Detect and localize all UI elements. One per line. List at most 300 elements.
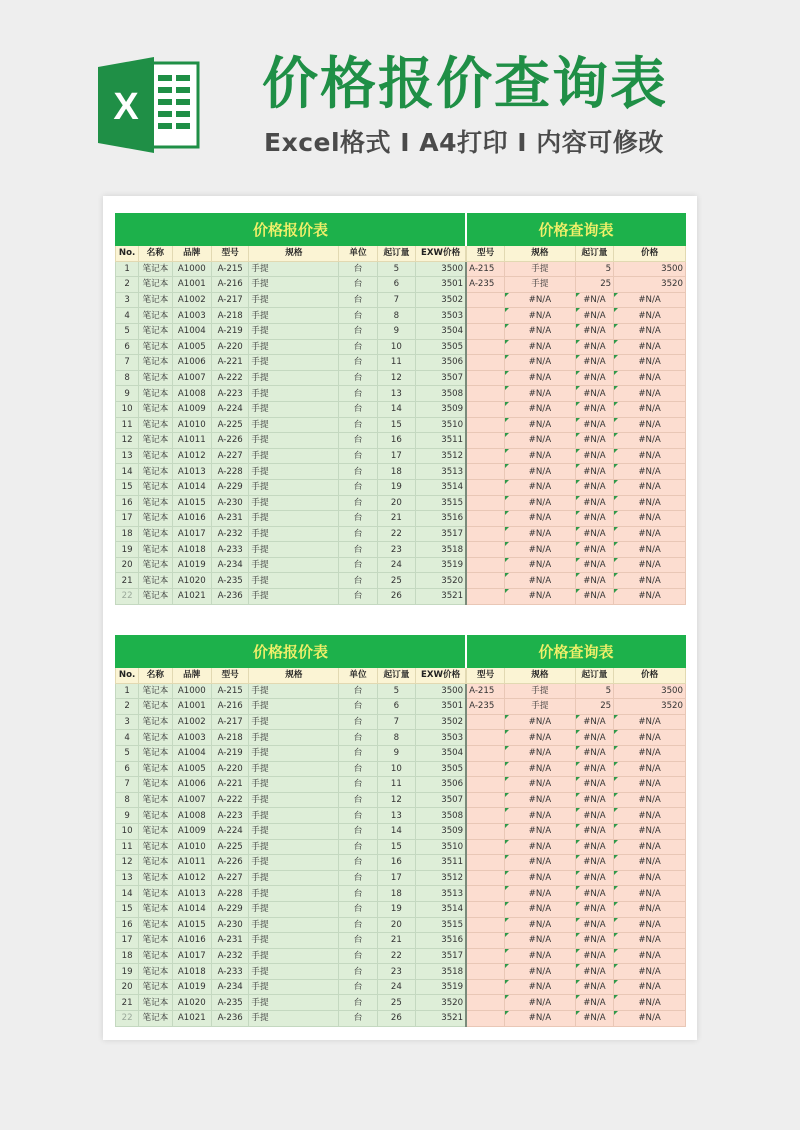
lookup-cell[interactable]: #N/A bbox=[614, 557, 686, 573]
quote-cell[interactable]: 23 bbox=[377, 964, 415, 980]
column-header[interactable]: 起订量 bbox=[575, 246, 613, 262]
quote-cell[interactable]: 19 bbox=[116, 964, 139, 980]
lookup-cell[interactable]: #N/A bbox=[614, 870, 686, 886]
lookup-cell[interactable]: #N/A bbox=[575, 855, 613, 871]
lookup-cell[interactable]: 手提 bbox=[505, 277, 576, 293]
quote-cell[interactable]: A-232 bbox=[211, 526, 248, 542]
lookup-cell[interactable]: #N/A bbox=[575, 917, 613, 933]
quote-cell[interactable]: A1002 bbox=[172, 714, 211, 730]
quote-cell[interactable]: A1017 bbox=[172, 526, 211, 542]
quote-cell[interactable]: 12 bbox=[116, 433, 139, 449]
quote-cell[interactable]: A1004 bbox=[172, 745, 211, 761]
quote-cell[interactable]: 9 bbox=[377, 323, 415, 339]
lookup-cell[interactable]: #N/A bbox=[505, 526, 576, 542]
quote-cell[interactable]: 手提 bbox=[249, 401, 339, 417]
quote-cell[interactable]: 笔记本 bbox=[139, 495, 172, 511]
lookup-cell[interactable]: #N/A bbox=[505, 761, 576, 777]
quote-cell[interactable]: 20 bbox=[377, 495, 415, 511]
lookup-cell[interactable]: #N/A bbox=[575, 792, 613, 808]
lookup-cell[interactable]: #N/A bbox=[575, 745, 613, 761]
quote-cell[interactable]: A-222 bbox=[211, 370, 248, 386]
quote-cell[interactable]: A1021 bbox=[172, 589, 211, 605]
lookup-cell[interactable]: #N/A bbox=[575, 964, 613, 980]
column-header[interactable]: EXW价格 bbox=[416, 668, 467, 684]
quote-cell[interactable]: 台 bbox=[339, 917, 377, 933]
lookup-cell[interactable]: 手提 bbox=[505, 699, 576, 715]
quote-cell[interactable]: A1016 bbox=[172, 933, 211, 949]
lookup-cell[interactable]: #N/A bbox=[505, 792, 576, 808]
quote-cell[interactable]: 手提 bbox=[249, 933, 339, 949]
quote-cell[interactable]: 笔记本 bbox=[139, 448, 172, 464]
quote-cell[interactable]: 台 bbox=[339, 323, 377, 339]
quote-cell[interactable]: 笔记本 bbox=[139, 292, 172, 308]
lookup-cell[interactable]: #N/A bbox=[614, 589, 686, 605]
quote-cell[interactable]: A1013 bbox=[172, 886, 211, 902]
quote-cell[interactable]: 台 bbox=[339, 370, 377, 386]
lookup-cell[interactable]: #N/A bbox=[575, 495, 613, 511]
quote-cell[interactable]: 17 bbox=[116, 511, 139, 527]
lookup-cell[interactable]: #N/A bbox=[575, 526, 613, 542]
lookup-cell[interactable]: #N/A bbox=[505, 542, 576, 558]
quote-cell[interactable]: A-230 bbox=[211, 495, 248, 511]
quote-cell[interactable]: A1001 bbox=[172, 699, 211, 715]
quote-cell[interactable]: 手提 bbox=[249, 386, 339, 402]
quote-cell[interactable]: 手提 bbox=[249, 417, 339, 433]
column-header[interactable]: 规格 bbox=[505, 668, 576, 684]
quote-cell[interactable]: 3514 bbox=[416, 479, 467, 495]
quote-cell[interactable]: 手提 bbox=[249, 261, 339, 277]
quote-cell[interactable]: 3503 bbox=[416, 308, 467, 324]
column-header[interactable]: No. bbox=[116, 246, 139, 262]
quote-cell[interactable]: 3513 bbox=[416, 464, 467, 480]
quote-cell[interactable]: A-216 bbox=[211, 277, 248, 293]
lookup-cell[interactable]: #N/A bbox=[614, 542, 686, 558]
lookup-cell[interactable]: #N/A bbox=[575, 370, 613, 386]
quote-cell[interactable]: 笔记本 bbox=[139, 511, 172, 527]
quote-cell[interactable]: 手提 bbox=[249, 979, 339, 995]
lookup-cell[interactable]: #N/A bbox=[614, 777, 686, 793]
lookup-cell[interactable]: #N/A bbox=[505, 464, 576, 480]
quote-cell[interactable]: A1003 bbox=[172, 308, 211, 324]
lookup-cell[interactable]: #N/A bbox=[505, 589, 576, 605]
quote-cell[interactable]: A1004 bbox=[172, 323, 211, 339]
quote-cell[interactable]: 手提 bbox=[249, 964, 339, 980]
quote-cell[interactable]: 25 bbox=[377, 573, 415, 589]
quote-cell[interactable]: 笔记本 bbox=[139, 933, 172, 949]
lookup-cell[interactable]: #N/A bbox=[505, 901, 576, 917]
quote-cell[interactable]: 手提 bbox=[249, 355, 339, 371]
lookup-cell[interactable]: #N/A bbox=[614, 855, 686, 871]
quote-cell[interactable]: A1016 bbox=[172, 511, 211, 527]
quote-cell[interactable]: 手提 bbox=[249, 589, 339, 605]
lookup-cell[interactable] bbox=[466, 433, 504, 449]
quote-cell[interactable]: 台 bbox=[339, 777, 377, 793]
lookup-cell[interactable]: #N/A bbox=[614, 511, 686, 527]
quote-cell[interactable]: 台 bbox=[339, 526, 377, 542]
quote-cell[interactable]: 手提 bbox=[249, 917, 339, 933]
quote-cell[interactable]: 3511 bbox=[416, 855, 467, 871]
column-header[interactable]: No. bbox=[116, 668, 139, 684]
lookup-cell[interactable]: #N/A bbox=[505, 557, 576, 573]
lookup-cell[interactable]: #N/A bbox=[614, 730, 686, 746]
quote-cell[interactable]: 台 bbox=[339, 479, 377, 495]
lookup-cell[interactable]: #N/A bbox=[505, 964, 576, 980]
lookup-cell[interactable]: #N/A bbox=[575, 292, 613, 308]
quote-cell[interactable]: 3503 bbox=[416, 730, 467, 746]
quote-cell[interactable]: 18 bbox=[116, 948, 139, 964]
lookup-cell[interactable]: #N/A bbox=[575, 886, 613, 902]
quote-cell[interactable]: 台 bbox=[339, 401, 377, 417]
lookup-cell[interactable]: 3500 bbox=[614, 261, 686, 277]
quote-cell[interactable]: 笔记本 bbox=[139, 948, 172, 964]
quote-cell[interactable]: 笔记本 bbox=[139, 386, 172, 402]
column-header[interactable]: 规格 bbox=[249, 668, 339, 684]
quote-cell[interactable]: A-218 bbox=[211, 308, 248, 324]
quote-cell[interactable]: 3500 bbox=[416, 683, 467, 699]
quote-cell[interactable]: 20 bbox=[116, 979, 139, 995]
lookup-cell[interactable]: 手提 bbox=[505, 261, 576, 277]
quote-cell[interactable]: 14 bbox=[377, 823, 415, 839]
lookup-cell[interactable]: #N/A bbox=[575, 730, 613, 746]
lookup-cell[interactable]: 25 bbox=[575, 699, 613, 715]
quote-cell[interactable]: 10 bbox=[377, 339, 415, 355]
quote-cell[interactable]: A1006 bbox=[172, 355, 211, 371]
lookup-cell[interactable]: #N/A bbox=[614, 995, 686, 1011]
quote-cell[interactable]: 4 bbox=[116, 308, 139, 324]
lookup-cell[interactable]: #N/A bbox=[575, 511, 613, 527]
lookup-cell[interactable] bbox=[466, 511, 504, 527]
lookup-cell[interactable]: A-235 bbox=[466, 277, 504, 293]
quote-cell[interactable]: 台 bbox=[339, 933, 377, 949]
lookup-cell[interactable] bbox=[466, 730, 504, 746]
quote-cell[interactable]: 手提 bbox=[249, 870, 339, 886]
quote-cell[interactable]: 笔记本 bbox=[139, 964, 172, 980]
quote-cell[interactable]: 笔记本 bbox=[139, 995, 172, 1011]
lookup-cell[interactable] bbox=[466, 823, 504, 839]
quote-cell[interactable]: A-234 bbox=[211, 557, 248, 573]
lookup-cell[interactable]: #N/A bbox=[505, 292, 576, 308]
column-header[interactable]: 品牌 bbox=[172, 668, 211, 684]
quote-cell[interactable]: 3507 bbox=[416, 370, 467, 386]
quote-cell[interactable]: 笔记本 bbox=[139, 261, 172, 277]
quote-cell[interactable]: 笔记本 bbox=[139, 714, 172, 730]
quote-cell[interactable]: A-234 bbox=[211, 979, 248, 995]
lookup-cell[interactable]: A-215 bbox=[466, 261, 504, 277]
quote-cell[interactable]: 手提 bbox=[249, 370, 339, 386]
quote-cell[interactable]: 10 bbox=[377, 761, 415, 777]
quote-cell[interactable]: 18 bbox=[116, 526, 139, 542]
quote-cell[interactable]: 手提 bbox=[249, 448, 339, 464]
lookup-cell[interactable]: 3500 bbox=[614, 683, 686, 699]
lookup-cell[interactable] bbox=[466, 448, 504, 464]
lookup-cell[interactable]: #N/A bbox=[505, 823, 576, 839]
quote-cell[interactable]: A1010 bbox=[172, 839, 211, 855]
quote-cell[interactable]: 22 bbox=[377, 948, 415, 964]
lookup-cell[interactable]: #N/A bbox=[505, 417, 576, 433]
lookup-cell[interactable]: #N/A bbox=[614, 448, 686, 464]
lookup-cell[interactable]: #N/A bbox=[614, 933, 686, 949]
quote-cell[interactable]: 11 bbox=[377, 777, 415, 793]
lookup-cell[interactable]: #N/A bbox=[614, 526, 686, 542]
lookup-cell[interactable]: #N/A bbox=[505, 855, 576, 871]
quote-cell[interactable]: 3514 bbox=[416, 901, 467, 917]
lookup-cell[interactable]: #N/A bbox=[614, 495, 686, 511]
lookup-cell[interactable]: #N/A bbox=[505, 433, 576, 449]
lookup-cell[interactable]: #N/A bbox=[575, 339, 613, 355]
quote-cell[interactable]: 手提 bbox=[249, 479, 339, 495]
lookup-cell[interactable]: 3520 bbox=[614, 277, 686, 293]
lookup-cell[interactable]: #N/A bbox=[575, 573, 613, 589]
quote-cell[interactable]: 13 bbox=[377, 386, 415, 402]
quote-cell[interactable]: 台 bbox=[339, 339, 377, 355]
quote-cell[interactable]: 台 bbox=[339, 808, 377, 824]
lookup-cell[interactable]: #N/A bbox=[575, 808, 613, 824]
quote-cell[interactable]: A1008 bbox=[172, 808, 211, 824]
lookup-cell[interactable]: #N/A bbox=[614, 308, 686, 324]
quote-cell[interactable]: 13 bbox=[116, 870, 139, 886]
quote-cell[interactable]: 手提 bbox=[249, 573, 339, 589]
quote-cell[interactable]: 3506 bbox=[416, 355, 467, 371]
lookup-cell[interactable] bbox=[466, 886, 504, 902]
lookup-cell[interactable] bbox=[466, 355, 504, 371]
quote-cell[interactable]: 台 bbox=[339, 557, 377, 573]
quote-cell[interactable]: 笔记本 bbox=[139, 870, 172, 886]
quote-cell[interactable]: 3515 bbox=[416, 917, 467, 933]
lookup-cell[interactable]: #N/A bbox=[614, 823, 686, 839]
lookup-cell[interactable]: #N/A bbox=[575, 933, 613, 949]
quote-cell[interactable]: 笔记本 bbox=[139, 699, 172, 715]
column-header[interactable]: 价格 bbox=[614, 246, 686, 262]
quote-cell[interactable]: 台 bbox=[339, 292, 377, 308]
quote-cell[interactable]: 9 bbox=[377, 745, 415, 761]
lookup-cell[interactable]: #N/A bbox=[575, 714, 613, 730]
quote-cell[interactable]: A-221 bbox=[211, 777, 248, 793]
lookup-cell[interactable]: 5 bbox=[575, 261, 613, 277]
lookup-cell[interactable]: #N/A bbox=[505, 886, 576, 902]
quote-cell[interactable]: A-228 bbox=[211, 886, 248, 902]
lookup-cell[interactable]: #N/A bbox=[575, 948, 613, 964]
lookup-cell[interactable] bbox=[466, 370, 504, 386]
quote-cell[interactable]: 笔记本 bbox=[139, 417, 172, 433]
quote-cell[interactable]: 笔记本 bbox=[139, 855, 172, 871]
lookup-cell[interactable]: #N/A bbox=[575, 401, 613, 417]
quote-cell[interactable]: A-224 bbox=[211, 823, 248, 839]
quote-cell[interactable]: 19 bbox=[377, 901, 415, 917]
lookup-cell[interactable]: #N/A bbox=[505, 401, 576, 417]
quote-cell[interactable]: 15 bbox=[116, 479, 139, 495]
lookup-cell[interactable]: #N/A bbox=[575, 355, 613, 371]
quote-cell[interactable]: 3520 bbox=[416, 995, 467, 1011]
quote-cell[interactable]: 手提 bbox=[249, 792, 339, 808]
quote-cell[interactable]: 台 bbox=[339, 699, 377, 715]
quote-cell[interactable]: 笔记本 bbox=[139, 792, 172, 808]
lookup-cell[interactable]: #N/A bbox=[505, 808, 576, 824]
quote-cell[interactable]: 笔记本 bbox=[139, 339, 172, 355]
quote-cell[interactable]: A-226 bbox=[211, 433, 248, 449]
lookup-cell[interactable]: #N/A bbox=[614, 917, 686, 933]
quote-cell[interactable]: 2 bbox=[116, 277, 139, 293]
lookup-cell[interactable] bbox=[466, 401, 504, 417]
lookup-cell[interactable]: #N/A bbox=[614, 839, 686, 855]
quote-cell[interactable]: 3502 bbox=[416, 714, 467, 730]
quote-cell[interactable]: 手提 bbox=[249, 808, 339, 824]
quote-cell[interactable]: 手提 bbox=[249, 886, 339, 902]
quote-cell[interactable]: A-235 bbox=[211, 995, 248, 1011]
quote-cell[interactable]: A-222 bbox=[211, 792, 248, 808]
quote-cell[interactable]: 台 bbox=[339, 870, 377, 886]
lookup-cell[interactable]: #N/A bbox=[614, 323, 686, 339]
lookup-cell[interactable]: #N/A bbox=[614, 901, 686, 917]
quote-cell[interactable]: A1018 bbox=[172, 964, 211, 980]
quote-cell[interactable]: 台 bbox=[339, 277, 377, 293]
quote-cell[interactable]: 3501 bbox=[416, 277, 467, 293]
lookup-cell[interactable]: #N/A bbox=[505, 308, 576, 324]
quote-cell[interactable]: A-215 bbox=[211, 261, 248, 277]
quote-cell[interactable]: 8 bbox=[116, 792, 139, 808]
lookup-cell[interactable]: #N/A bbox=[614, 292, 686, 308]
quote-cell[interactable]: 20 bbox=[377, 917, 415, 933]
quote-cell[interactable]: 15 bbox=[377, 839, 415, 855]
quote-cell[interactable]: 23 bbox=[377, 542, 415, 558]
lookup-cell[interactable]: #N/A bbox=[575, 589, 613, 605]
lookup-cell[interactable]: #N/A bbox=[505, 995, 576, 1011]
lookup-cell[interactable]: #N/A bbox=[575, 1011, 613, 1027]
quote-cell[interactable]: A-236 bbox=[211, 1011, 248, 1027]
quote-cell[interactable]: 3505 bbox=[416, 761, 467, 777]
quote-cell[interactable]: 手提 bbox=[249, 730, 339, 746]
quote-cell[interactable]: 14 bbox=[377, 401, 415, 417]
quote-cell[interactable]: A1008 bbox=[172, 386, 211, 402]
lookup-cell[interactable]: #N/A bbox=[505, 355, 576, 371]
quote-cell[interactable]: 17 bbox=[116, 933, 139, 949]
quote-cell[interactable]: A-217 bbox=[211, 292, 248, 308]
quote-cell[interactable]: 笔记本 bbox=[139, 370, 172, 386]
lookup-cell[interactable]: #N/A bbox=[505, 1011, 576, 1027]
quote-cell[interactable]: 3504 bbox=[416, 323, 467, 339]
quote-cell[interactable]: 13 bbox=[377, 808, 415, 824]
quote-cell[interactable]: 笔记本 bbox=[139, 589, 172, 605]
quote-cell[interactable]: A-227 bbox=[211, 870, 248, 886]
quote-cell[interactable]: 手提 bbox=[249, 511, 339, 527]
lookup-cell[interactable]: #N/A bbox=[614, 573, 686, 589]
lookup-cell[interactable]: #N/A bbox=[505, 839, 576, 855]
lookup-cell[interactable] bbox=[466, 292, 504, 308]
quote-cell[interactable]: 3521 bbox=[416, 1011, 467, 1027]
lookup-cell[interactable] bbox=[466, 323, 504, 339]
quote-cell[interactable]: A-219 bbox=[211, 323, 248, 339]
quote-cell[interactable]: 笔记本 bbox=[139, 464, 172, 480]
quote-cell[interactable]: 3506 bbox=[416, 777, 467, 793]
quote-cell[interactable]: 台 bbox=[339, 683, 377, 699]
lookup-cell[interactable] bbox=[466, 308, 504, 324]
quote-cell[interactable]: 3510 bbox=[416, 839, 467, 855]
quote-cell[interactable]: 6 bbox=[116, 761, 139, 777]
quote-cell[interactable]: 7 bbox=[377, 714, 415, 730]
lookup-cell[interactable]: #N/A bbox=[575, 386, 613, 402]
quote-cell[interactable]: 手提 bbox=[249, 433, 339, 449]
quote-cell[interactable]: 笔记本 bbox=[139, 308, 172, 324]
lookup-cell[interactable]: #N/A bbox=[505, 777, 576, 793]
quote-cell[interactable]: 笔记本 bbox=[139, 683, 172, 699]
column-header[interactable]: 型号 bbox=[211, 668, 248, 684]
lookup-cell[interactable] bbox=[466, 714, 504, 730]
quote-cell[interactable]: 手提 bbox=[249, 683, 339, 699]
quote-cell[interactable]: 手提 bbox=[249, 901, 339, 917]
column-header[interactable]: 起订量 bbox=[377, 246, 415, 262]
quote-cell[interactable]: A-235 bbox=[211, 573, 248, 589]
quote-cell[interactable]: 台 bbox=[339, 839, 377, 855]
lookup-cell[interactable]: #N/A bbox=[505, 714, 576, 730]
quote-cell[interactable]: 15 bbox=[116, 901, 139, 917]
quote-cell[interactable]: 笔记本 bbox=[139, 526, 172, 542]
quote-cell[interactable]: 台 bbox=[339, 886, 377, 902]
lookup-cell[interactable]: #N/A bbox=[614, 339, 686, 355]
quote-cell[interactable]: 3 bbox=[116, 714, 139, 730]
lookup-cell[interactable] bbox=[466, 761, 504, 777]
quote-cell[interactable]: A-220 bbox=[211, 761, 248, 777]
quote-cell[interactable]: 21 bbox=[377, 511, 415, 527]
lookup-cell[interactable] bbox=[466, 589, 504, 605]
column-header[interactable]: 名称 bbox=[139, 246, 172, 262]
quote-cell[interactable]: 17 bbox=[377, 448, 415, 464]
quote-cell[interactable]: A1015 bbox=[172, 917, 211, 933]
lookup-cell[interactable]: A-215 bbox=[466, 683, 504, 699]
quote-cell[interactable]: 笔记本 bbox=[139, 433, 172, 449]
lookup-cell[interactable] bbox=[466, 557, 504, 573]
quote-cell[interactable]: 19 bbox=[377, 479, 415, 495]
quote-cell[interactable]: 1 bbox=[116, 683, 139, 699]
quote-cell[interactable]: 13 bbox=[116, 448, 139, 464]
quote-cell[interactable]: 8 bbox=[377, 308, 415, 324]
column-header[interactable]: 规格 bbox=[249, 246, 339, 262]
lookup-cell[interactable] bbox=[466, 495, 504, 511]
quote-cell[interactable]: 5 bbox=[377, 683, 415, 699]
quote-cell[interactable]: 3505 bbox=[416, 339, 467, 355]
quote-cell[interactable]: 9 bbox=[116, 808, 139, 824]
quote-cell[interactable]: 11 bbox=[116, 417, 139, 433]
quote-cell[interactable]: A1018 bbox=[172, 542, 211, 558]
quote-cell[interactable]: 3519 bbox=[416, 979, 467, 995]
column-header[interactable]: 起订量 bbox=[377, 668, 415, 684]
quote-cell[interactable]: A1019 bbox=[172, 979, 211, 995]
lookup-cell[interactable] bbox=[466, 417, 504, 433]
quote-cell[interactable]: 6 bbox=[377, 699, 415, 715]
column-header[interactable]: 价格 bbox=[614, 668, 686, 684]
quote-cell[interactable]: 5 bbox=[116, 745, 139, 761]
lookup-cell[interactable]: #N/A bbox=[505, 323, 576, 339]
lookup-cell[interactable]: #N/A bbox=[575, 823, 613, 839]
quote-cell[interactable]: 台 bbox=[339, 589, 377, 605]
quote-cell[interactable]: 15 bbox=[377, 417, 415, 433]
quote-cell[interactable]: 手提 bbox=[249, 777, 339, 793]
lookup-cell[interactable] bbox=[466, 792, 504, 808]
quote-cell[interactable]: 7 bbox=[377, 292, 415, 308]
quote-cell[interactable]: 24 bbox=[377, 557, 415, 573]
lookup-cell[interactable]: #N/A bbox=[614, 948, 686, 964]
lookup-cell[interactable]: 手提 bbox=[505, 683, 576, 699]
quote-cell[interactable]: 笔记本 bbox=[139, 557, 172, 573]
lookup-cell[interactable]: 3520 bbox=[614, 699, 686, 715]
quote-cell[interactable]: 10 bbox=[116, 401, 139, 417]
lookup-cell[interactable]: #N/A bbox=[575, 557, 613, 573]
quote-cell[interactable]: A1011 bbox=[172, 855, 211, 871]
quote-cell[interactable]: 5 bbox=[116, 323, 139, 339]
quote-cell[interactable]: 14 bbox=[116, 464, 139, 480]
quote-cell[interactable]: A1009 bbox=[172, 401, 211, 417]
lookup-cell[interactable]: #N/A bbox=[575, 901, 613, 917]
quote-cell[interactable]: 5 bbox=[377, 261, 415, 277]
quote-cell[interactable]: 手提 bbox=[249, 323, 339, 339]
